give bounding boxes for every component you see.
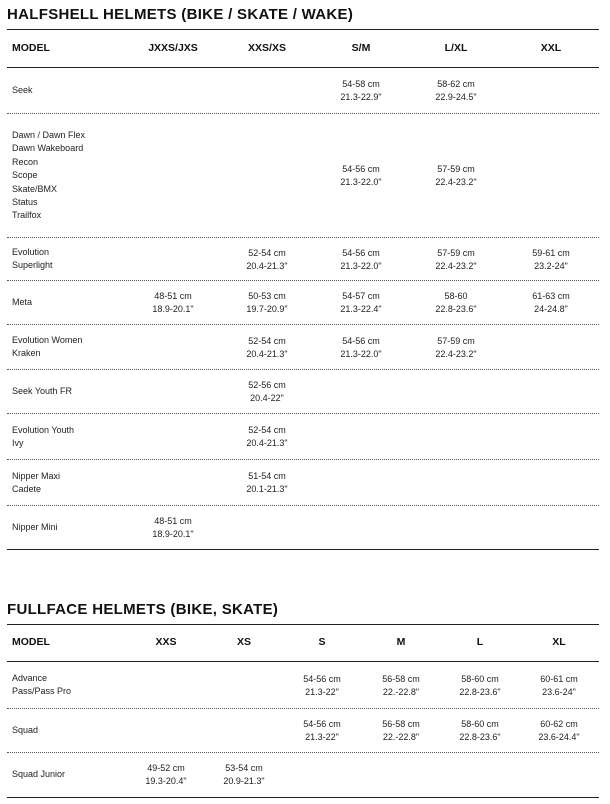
size-inches: 22.8-23.6" <box>459 687 501 697</box>
size-cm: 57-59 cm <box>437 248 475 258</box>
model-name: Squad Junior <box>12 769 66 779</box>
size-cell <box>538 718 579 744</box>
size-cm: 52-56 cm <box>248 380 286 390</box>
size-cell <box>459 673 500 699</box>
size-inches: 20.1-21.3" <box>246 484 288 494</box>
size-inches: 22.4-23.2" <box>435 349 477 359</box>
model-name: Evolution Women <box>12 335 83 345</box>
fullface-section <box>7 0 599 804</box>
size-inches: 21.3-22.9" <box>340 92 382 102</box>
size-inches: 21.3-22" <box>305 687 339 697</box>
halfshell-header-col-5: XXL <box>540 42 562 54</box>
size-inches: 23.2-24" <box>534 261 568 271</box>
model-name: Advance <box>12 673 48 683</box>
size-inches: 22.-22.8" <box>382 732 420 742</box>
size-cm: 59-61 cm <box>532 248 570 258</box>
model-name: Status <box>12 197 38 208</box>
size-inches: 19.3-20.4" <box>145 776 187 786</box>
halfshell-header-model: MODEL <box>12 42 50 54</box>
fullface-bottom-rule <box>7 797 599 798</box>
halfshell-header-col-2: XXS/XS <box>248 42 286 54</box>
size-cm: 57-59 cm <box>437 164 475 174</box>
fullface-header-col-6: XL <box>552 636 566 648</box>
model-name: Nipper Maxi <box>12 471 61 481</box>
model-name: Trailfox <box>12 210 42 221</box>
size-cell <box>382 673 420 699</box>
size-inches: 22.-22.8" <box>382 687 420 697</box>
model-name: Cadete <box>12 484 42 495</box>
fullface-header-col-1: XXS <box>155 636 177 648</box>
halfshell-header-col-1: JXXS/JXS <box>148 42 198 54</box>
size-cm: 56-58 cm <box>382 719 420 729</box>
size-cm: 58-62 cm <box>437 79 475 89</box>
size-cm: 54-58 cm <box>342 79 380 89</box>
table-row <box>7 662 599 709</box>
size-cm: 54-56 cm <box>303 674 341 684</box>
size-inches: 21.3-22.0" <box>340 349 382 359</box>
model-name: Squad <box>12 725 39 735</box>
size-cm: 49-52 cm <box>147 763 185 773</box>
table-row <box>7 753 599 797</box>
fullface-top-rule <box>7 624 599 625</box>
size-inches: 22.8-23.6" <box>459 732 501 742</box>
size-cm: 51-54 cm <box>248 471 286 481</box>
size-cell <box>223 762 264 788</box>
model-name: Recon <box>12 156 39 167</box>
size-cm: 58-60 cm <box>461 719 499 729</box>
fullface-header-col-2: XS <box>236 636 252 648</box>
size-inches: 23.6-24.4" <box>538 732 580 742</box>
size-inches: 18.9-20.1" <box>152 529 194 539</box>
size-inches: 18.9-20.1" <box>152 304 194 314</box>
size-inches: 20.4-22" <box>250 393 284 403</box>
model-name: Skate/BMX <box>12 183 58 194</box>
model-name: Ivy <box>12 438 24 449</box>
size-cm: 48-51 cm <box>154 516 192 526</box>
size-cell <box>540 673 578 699</box>
size-inches: 19.7-20.9" <box>246 304 288 314</box>
model-names <box>12 672 71 699</box>
size-cell <box>459 718 500 744</box>
fullface-title: FULLFACE HELMETS (BIKE, SKATE) <box>7 601 279 618</box>
size-inches: 21.3-22.0" <box>340 177 382 187</box>
fullface-header-model: MODEL <box>12 636 50 648</box>
size-cm: 53-54 cm <box>225 763 263 773</box>
size-cm: 48-51 cm <box>154 291 192 301</box>
model-name: Seek <box>12 85 33 95</box>
fullface-header-col-4: M <box>396 636 406 648</box>
size-cm: 52-54 cm <box>248 336 286 346</box>
size-inches: 20.9-21.3" <box>223 776 265 786</box>
model-name: Meta <box>12 297 33 307</box>
halfshell-header-col-3: S/M <box>351 42 371 54</box>
size-cm: 57-59 cm <box>437 336 475 346</box>
model-names <box>12 724 38 737</box>
halfshell-title: HALFSHELL HELMETS (BIKE / SKATE / WAKE) <box>7 6 354 23</box>
model-names <box>12 768 65 781</box>
model-name: Evolution Youth <box>12 425 75 435</box>
size-cm: 54-56 cm <box>342 336 380 346</box>
size-inches: 22.4-23.2" <box>435 177 477 187</box>
model-name: Superlight <box>12 260 53 271</box>
size-cell <box>145 762 186 788</box>
size-cm: 56-58 cm <box>382 674 420 684</box>
fullface-header-col-3: S <box>318 636 326 648</box>
size-cm: 54-57 cm <box>342 291 380 301</box>
size-cm: 58-60 cm <box>461 674 499 684</box>
size-inches: 22.9-24.5" <box>435 92 477 102</box>
size-inches: 22.4-23.2" <box>435 261 477 271</box>
size-inches: 23.6-24" <box>542 687 576 697</box>
size-cm: 60-62 cm <box>540 719 578 729</box>
size-inches: 24-24.8" <box>534 304 568 314</box>
model-name: Evolution <box>12 247 50 257</box>
size-cm: 60-61 cm <box>540 674 578 684</box>
size-cell <box>382 718 420 744</box>
size-inches: 20.4-21.3" <box>246 261 288 271</box>
size-cm: 54-56 cm <box>303 719 341 729</box>
model-name: Pass/Pass Pro <box>12 686 72 697</box>
size-cm: 61-63 cm <box>532 291 570 301</box>
size-cell <box>303 718 341 744</box>
size-cm: 50-53 cm <box>248 291 286 301</box>
halfshell-header-col-4: L/XL <box>444 42 468 54</box>
size-inches: 21.3-22.0" <box>340 261 382 271</box>
size-cm: 54-56 cm <box>342 164 380 174</box>
size-cm: 52-54 cm <box>248 248 286 258</box>
model-name: Seek Youth FR <box>12 386 73 396</box>
model-name: Dawn / Dawn Flex <box>12 130 86 140</box>
size-inches: 22.8-23.6" <box>435 304 477 314</box>
size-inches: 20.4-21.3" <box>246 349 288 359</box>
size-cm: 54-56 cm <box>342 248 380 258</box>
size-cm: 58-60 <box>444 291 468 301</box>
model-name: Dawn Wakeboard <box>12 143 84 154</box>
model-name: Scope <box>12 170 38 181</box>
table-row <box>7 709 599 753</box>
size-inches: 21.3-22" <box>305 732 339 742</box>
size-inches: 21.3-22.4" <box>340 304 382 314</box>
model-name: Kraken <box>12 348 41 359</box>
model-name: Nipper Mini <box>12 522 58 532</box>
size-cell <box>303 673 341 699</box>
size-inches: 20.4-21.3" <box>246 438 288 448</box>
fullface-header-col-5: L <box>476 636 484 648</box>
size-cm: 52-54 cm <box>248 425 286 435</box>
